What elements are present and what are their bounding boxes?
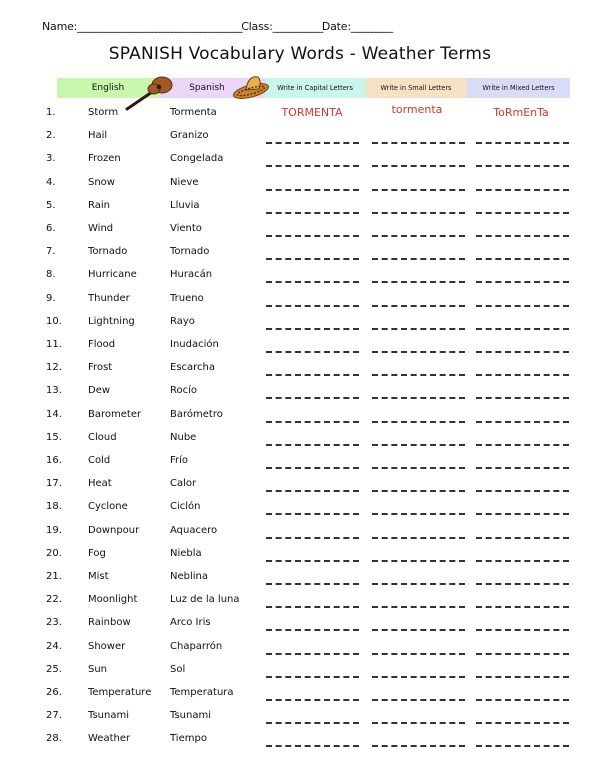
spanish-word: Barómetro [170,408,223,420]
row-number: 20. [46,547,62,559]
spanish-word: Huracán [170,269,213,281]
capital-letters-blank[interactable] [266,713,359,724]
example-mixed: ToRmEnTa [493,106,549,119]
class-label: Class: [241,20,273,33]
vocab-row [0,130,600,150]
english-word: Barometer [88,408,142,420]
vocab-row [0,455,600,475]
vocab-row [0,200,600,220]
mixed-letters-blank[interactable] [476,435,569,446]
capital-letters-blank[interactable] [266,226,359,237]
english-word: Tsunami [88,710,129,722]
mixed-letters-blank[interactable] [476,342,569,353]
small-letters-blank[interactable] [372,504,465,515]
row-number: 5. [46,199,56,211]
capital-letters-blank[interactable] [266,180,359,191]
row-number: 9. [46,292,56,304]
vocab-row [0,339,600,359]
vocab-row [0,617,600,637]
row-number: 13. [46,385,62,397]
example-small: tormenta [391,103,443,116]
small-letters-blank[interactable] [372,412,465,423]
english-word: Moonlight [88,594,138,606]
capital-letters-blank[interactable] [266,133,359,144]
mixed-letters-blank[interactable] [476,713,569,724]
english-word: Snow [88,176,115,188]
vocab-row [0,409,600,429]
english-word: Storm [88,107,119,118]
small-letters-blank[interactable] [372,597,465,608]
spanish-word: Neblina [170,571,209,582]
english-word: Heat [88,478,112,490]
example-capital: TORMENTA [281,106,343,119]
row-number: 25. [46,663,62,675]
row-number: 26. [46,687,62,698]
vocab-row [0,316,600,336]
vocab-row [0,293,600,313]
small-letters-blank[interactable] [372,180,465,191]
small-letters-blank[interactable] [372,458,465,469]
column-header-spanish-label: Spanish [189,83,225,93]
vocab-row [0,571,600,591]
small-letters-blank[interactable] [372,713,465,724]
small-letters-blank[interactable] [372,388,465,399]
english-word: Hurricane [88,269,137,281]
capital-letters-blank[interactable] [266,736,359,747]
vocab-row [0,548,600,568]
mixed-letters-blank[interactable] [476,249,569,260]
small-letters-blank[interactable] [372,644,465,655]
capital-letters-blank[interactable] [266,203,359,214]
column-header-small [365,78,467,98]
column-header-mixed-label: Write in Mixed Letters [482,84,555,92]
small-letters-blank[interactable] [372,156,465,167]
spanish-word: Rayo [170,315,195,327]
english-word: Lightning [88,315,135,327]
spanish-word: Rocío [170,385,198,397]
mixed-letters-blank[interactable] [476,481,569,492]
english-word: Frozen [88,153,121,165]
spanish-word: Chaparrón [170,640,223,652]
row-number: 23. [46,617,62,629]
small-letters-blank[interactable] [372,667,465,678]
mixed-letters-blank[interactable] [476,551,569,562]
capital-letters-blank[interactable] [266,319,359,330]
vocab-row [0,432,600,452]
english-word: Shower [88,640,126,652]
column-header-small-label: Write in Small Letters [380,84,452,92]
row-number: 12. [46,362,62,374]
english-word: Hail [88,130,108,142]
mixed-letters-blank[interactable] [476,528,569,539]
spanish-word: Nieve [170,176,199,188]
capital-letters-blank[interactable] [266,667,359,678]
english-word: Cyclone [88,501,128,513]
english-word: Temperature [88,687,152,698]
row-number: 6. [46,223,56,234]
name-label: Name: [42,20,78,33]
column-header-mixed [467,78,570,98]
row-number: 15. [46,431,62,443]
class-field[interactable]: ____________ [272,20,322,33]
mixed-letters-blank[interactable] [476,180,569,191]
small-letters-blank[interactable] [372,365,465,376]
vocab-row [0,269,600,289]
name-field[interactable]: ________________________________________ [77,20,242,33]
english-word: Sun [88,663,108,675]
vocab-row [0,223,600,243]
vocab-row [0,710,600,730]
small-letters-blank[interactable] [372,481,465,492]
mixed-letters-blank[interactable] [476,272,569,283]
row-number: 8. [46,269,56,281]
capital-letters-blank[interactable] [266,249,359,260]
english-word: Tornado [88,246,128,258]
spanish-word: Tornado [170,246,210,258]
row-number: 7. [46,246,56,258]
small-letters-blank[interactable] [372,319,465,330]
mixed-letters-blank[interactable] [476,504,569,515]
mixed-letters-blank[interactable] [476,365,569,376]
spanish-word: Frío [170,455,189,466]
vocab-row [0,501,600,521]
english-word: Wind [88,223,114,234]
spanish-word: Granizo [170,130,209,142]
small-letters-blank[interactable] [372,272,465,283]
capital-letters-blank[interactable] [266,574,359,585]
capital-letters-blank[interactable] [266,528,359,539]
mixed-letters-blank[interactable] [476,574,569,585]
vocab-row [0,641,600,661]
row-number: 4. [46,176,56,188]
vocab-row [0,177,600,197]
mixed-letters-blank[interactable] [476,644,569,655]
mixed-letters-blank[interactable] [476,226,569,237]
column-header-capital-label: Write in Capital Letters [277,84,353,92]
spanish-word: Nube [170,431,197,443]
row-number: 10. [46,315,62,327]
small-letters-blank[interactable] [372,574,465,585]
date-field[interactable]: __________ [350,20,392,33]
row-number: 17. [46,478,62,490]
capital-letters-blank[interactable] [266,272,359,283]
capital-letters-blank[interactable] [266,365,359,376]
small-letters-blank[interactable] [372,203,465,214]
mixed-letters-blank[interactable] [476,133,569,144]
mixed-letters-blank[interactable] [476,667,569,678]
vocab-row [0,103,600,127]
mixed-letters-blank[interactable] [476,620,569,631]
capital-letters-blank[interactable] [266,597,359,608]
spanish-word: Temperatura [170,687,234,698]
row-number: 11. [46,339,62,350]
row-number: 22. [46,594,62,606]
row-number: 16. [46,455,62,466]
english-word: Flood [88,339,116,350]
capital-letters-blank[interactable] [266,388,359,399]
page-title: SPANISH Vocabulary Words - Weather Terms [108,44,492,64]
mixed-letters-blank[interactable] [476,203,569,214]
capital-letters-blank[interactable] [266,551,359,562]
mixed-letters-blank[interactable] [476,319,569,330]
sombrero-icon [232,72,272,100]
spanish-word: Tormenta [170,107,217,118]
small-letters-blank[interactable] [372,435,465,446]
vocab-row [0,525,600,545]
vocab-row [0,362,600,382]
row-number: 19. [46,524,62,536]
vocab-row [0,687,600,707]
spanish-word: Tsunami [170,710,211,722]
capital-letters-blank[interactable] [266,458,359,469]
mixed-letters-blank[interactable] [476,736,569,747]
spanish-word: Congelada [170,153,224,165]
small-letters-blank[interactable] [372,133,465,144]
small-letters-blank[interactable] [372,551,465,562]
small-letters-blank[interactable] [372,249,465,260]
spanish-word: Viento [170,223,202,234]
small-letters-blank[interactable] [372,620,465,631]
mixed-letters-blank[interactable] [476,597,569,608]
vocab-row [0,153,600,173]
guitar-icon [124,72,174,112]
student-info-line [42,20,570,33]
mixed-letters-blank[interactable] [476,458,569,469]
spanish-word: Ciclón [170,501,201,513]
english-word: Cold [88,455,111,466]
row-number: 28. [46,733,62,745]
row-number: 3. [46,153,56,165]
capital-letters-blank[interactable] [266,481,359,492]
spanish-word: Lluvia [170,199,200,211]
vocab-row [0,594,600,614]
english-word: Downpour [88,524,140,536]
english-word: Cloud [88,431,117,443]
spanish-word: Niebla [170,547,202,559]
small-letters-blank[interactable] [372,528,465,539]
small-letters-blank[interactable] [372,342,465,353]
vocab-row [0,246,600,266]
row-number: 18. [46,501,62,513]
mixed-letters-blank[interactable] [476,156,569,167]
column-header-capital [265,78,365,98]
spanish-word: Inudación [170,339,219,350]
spanish-word: Sol [170,663,186,675]
capital-letters-blank[interactable] [266,504,359,515]
row-number: 1. [46,107,56,118]
capital-letters-blank[interactable] [266,644,359,655]
capital-letters-blank[interactable] [266,342,359,353]
small-letters-blank[interactable] [372,226,465,237]
column-header-english-label: English [91,83,125,93]
mixed-letters-blank[interactable] [476,296,569,307]
vocab-row [0,664,600,684]
english-word: Fog [88,547,106,559]
small-letters-blank[interactable] [372,736,465,747]
capital-letters-blank[interactable] [266,412,359,423]
capital-letters-blank[interactable] [266,156,359,167]
vocab-row [0,385,600,405]
spanish-word: Tiempo [170,733,207,745]
mixed-letters-blank[interactable] [476,388,569,399]
english-word: Thunder [88,292,130,304]
vocab-row [0,478,600,498]
capital-letters-blank[interactable] [266,296,359,307]
small-letters-blank[interactable] [372,296,465,307]
english-word: Frost [88,362,113,374]
small-letters-blank[interactable] [372,690,465,701]
capital-letters-blank[interactable] [266,690,359,701]
spanish-word: Escarcha [170,362,216,374]
spanish-word: Aquacero [170,524,218,536]
row-number: 2. [46,130,56,142]
capital-letters-blank[interactable] [266,620,359,631]
vocab-row [0,733,600,753]
english-word: Rainbow [88,617,131,629]
spanish-word: Calor [170,478,197,490]
capital-letters-blank[interactable] [266,435,359,446]
row-number: 21. [46,571,62,582]
english-word: Rain [88,199,110,211]
mixed-letters-blank[interactable] [476,412,569,423]
spanish-word: Luz de la luna [170,594,240,606]
english-word: Dew [88,385,111,397]
english-word: Mist [88,571,109,582]
row-number: 14. [46,408,62,420]
date-label: Date: [321,20,351,33]
english-word: Weather [88,733,131,745]
spanish-word: Arco Iris [170,617,211,629]
spanish-word: Trueno [170,292,204,304]
row-number: 27. [46,710,62,722]
mixed-letters-blank[interactable] [476,690,569,701]
row-number: 24. [46,640,62,652]
